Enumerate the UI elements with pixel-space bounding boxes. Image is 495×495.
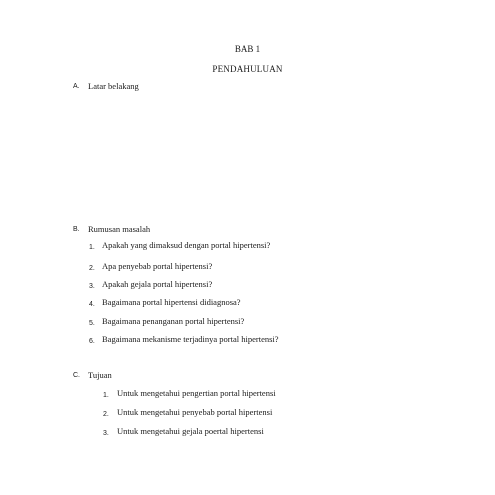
list-item-text: Apa penyebab portal hipertensi? <box>102 261 213 271</box>
list-item <box>89 261 213 272</box>
list-item-text: Untuk mengetahui penyebab portal hipertensi <box>117 407 273 417</box>
list-item-text: Untuk mengetahui gejala poertal hipertensi <box>117 426 264 436</box>
list-item <box>89 334 279 345</box>
list-item-text: Untuk mengetahui pengertian portal hipertensi <box>117 388 276 398</box>
list-item-text: Apakah gejala portal hipertensi? <box>102 279 213 289</box>
chapter-number: BAB 1 <box>234 44 261 54</box>
list-item-number: 4. <box>89 301 95 308</box>
section-title: Tujuan <box>88 370 112 380</box>
list-item-text: Bagaimana penanganan portal hipertensi? <box>102 316 245 326</box>
list-item-number: 3. <box>89 283 95 290</box>
list-item <box>103 407 273 418</box>
section-title: Rumusan masalah <box>88 224 151 234</box>
section-title: Latar belakang <box>88 81 139 91</box>
list-item-number: 6. <box>89 338 95 345</box>
section-marker: B. <box>73 226 80 233</box>
list-item <box>103 388 276 399</box>
list-item-number: 2. <box>89 265 95 272</box>
list-item-number: 2. <box>103 411 109 418</box>
list-item-text: Apakah yang dimaksud dengan portal hipertensi? <box>102 240 271 250</box>
list-item-text: Bagaimana portal hipertensi didiagnosa? <box>102 297 241 307</box>
list-item-text: Bagaimana mekanisme terjadinya portal hipertensi? <box>102 334 279 344</box>
list-item <box>89 297 241 308</box>
list-item-number: 1. <box>103 392 109 399</box>
list-item <box>103 426 264 437</box>
section-marker: C. <box>73 372 80 379</box>
list-item <box>89 240 271 251</box>
chapter-title: PENDAHULUAN <box>212 64 283 74</box>
list-item <box>89 316 245 327</box>
section-marker: A. <box>73 83 80 90</box>
list-item <box>89 279 213 290</box>
list-item-number: 3. <box>103 430 109 437</box>
list-item-number: 1. <box>89 244 95 251</box>
list-item-number: 5. <box>89 320 95 327</box>
